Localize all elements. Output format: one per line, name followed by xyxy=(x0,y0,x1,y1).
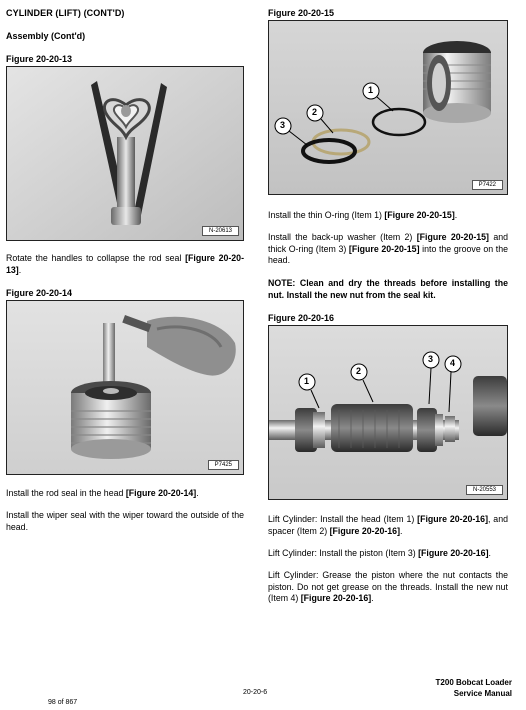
figure-ref[interactable]: [Figure 20-20-16] xyxy=(300,593,372,603)
callout-2: 2 xyxy=(356,366,362,376)
figure-ref[interactable]: [Figure 20-20-13] xyxy=(6,253,244,275)
paragraph-collapse-seal: Rotate the handles to collapse the rod seal [Figure 20-20-13]. xyxy=(6,253,244,275)
figure-14-photo xyxy=(6,300,244,475)
note-label: NOTE: xyxy=(268,278,296,288)
figure-13-label: Figure 20-20-13 xyxy=(6,54,73,64)
paragraph-install-piston: Lift Cylinder: Install the piston (Item 3) [Figure 20-20-16]. xyxy=(268,548,491,558)
page-count: 98 of 867 xyxy=(48,699,78,706)
figure-14-code: P7425 xyxy=(208,460,239,470)
figure-ref[interactable]: [Figure 20-20-15] xyxy=(348,243,420,254)
callout-3: 3 xyxy=(280,120,286,130)
callout-4: 4 xyxy=(450,358,456,368)
figure-16-label: Figure 20-20-16 xyxy=(268,313,335,323)
figure-15-label: Figure 20-20-15 xyxy=(268,8,335,18)
paragraph-install-wiper-seal: Install the wiper seal with the wiper toward the outside of the head. xyxy=(6,510,244,532)
figure-ref[interactable]: [Figure 20-20-16] xyxy=(418,548,489,558)
figure-ref[interactable]: [Figure 20-20-16] xyxy=(329,525,401,536)
figure-15-code: P7422 xyxy=(472,180,503,190)
figure-16-photo xyxy=(268,325,508,500)
paragraph-install-head-spacer: Lift Cylinder: Install the head (Item 1) [Figure 20-20-16], and spacer (Item 2) [Figure 20-20-16]. xyxy=(268,514,508,536)
doc-subtitle: Service Manual xyxy=(453,689,512,698)
figure-14-label: Figure 20-20-14 xyxy=(6,288,73,298)
page-number: 20-20-6 xyxy=(243,689,268,696)
figure-15-photo xyxy=(268,20,508,195)
figure-13-photo xyxy=(6,66,244,241)
figure-16-code: N-20553 xyxy=(466,485,503,495)
callout-1: 1 xyxy=(304,376,310,386)
section-title: CYLINDER (LIFT) (CONT'D) xyxy=(6,8,125,18)
figure-ref[interactable]: [Figure 20-20-16] xyxy=(417,514,488,524)
paragraph-install-rod-seal: Install the rod seal in the head [Figure 20-20-14]. xyxy=(6,488,199,498)
figure-13-code: N-20613 xyxy=(202,226,239,236)
note-text: Clean and dry the threads before installing the nut. Install the new nut from the seal kit. xyxy=(268,278,508,300)
subsection-title: Assembly (Cont'd) xyxy=(6,31,86,41)
note-block xyxy=(268,278,508,301)
figure-ref[interactable]: [Figure 20-20-15] xyxy=(384,210,455,220)
paragraph-install-washer-oring: Install the back-up washer (Item 2) [Figure 20-20-15] and thick O-ring (Item 3) [Figure 20-20-15] into the groove on the head. xyxy=(268,232,509,265)
callout-2: 2 xyxy=(312,107,318,117)
figure-ref[interactable]: [Figure 20-20-14] xyxy=(125,488,197,498)
doc-title: T200 Bobcat Loader xyxy=(435,678,512,687)
callout-3: 3 xyxy=(428,354,434,364)
callout-1: 1 xyxy=(368,85,374,95)
figure-ref[interactable]: [Figure 20-20-15] xyxy=(416,232,489,242)
paragraph-install-thin-oring: Install the thin O-ring (Item 1) [Figure 20-20-15]. xyxy=(268,210,458,220)
paragraph-grease-piston: Lift Cylinder: Grease the piston where the nut contacts the piston. Do not get grease on the threads. Install the new nut (Item 4) [Figure 20-20-16]. xyxy=(268,570,508,603)
